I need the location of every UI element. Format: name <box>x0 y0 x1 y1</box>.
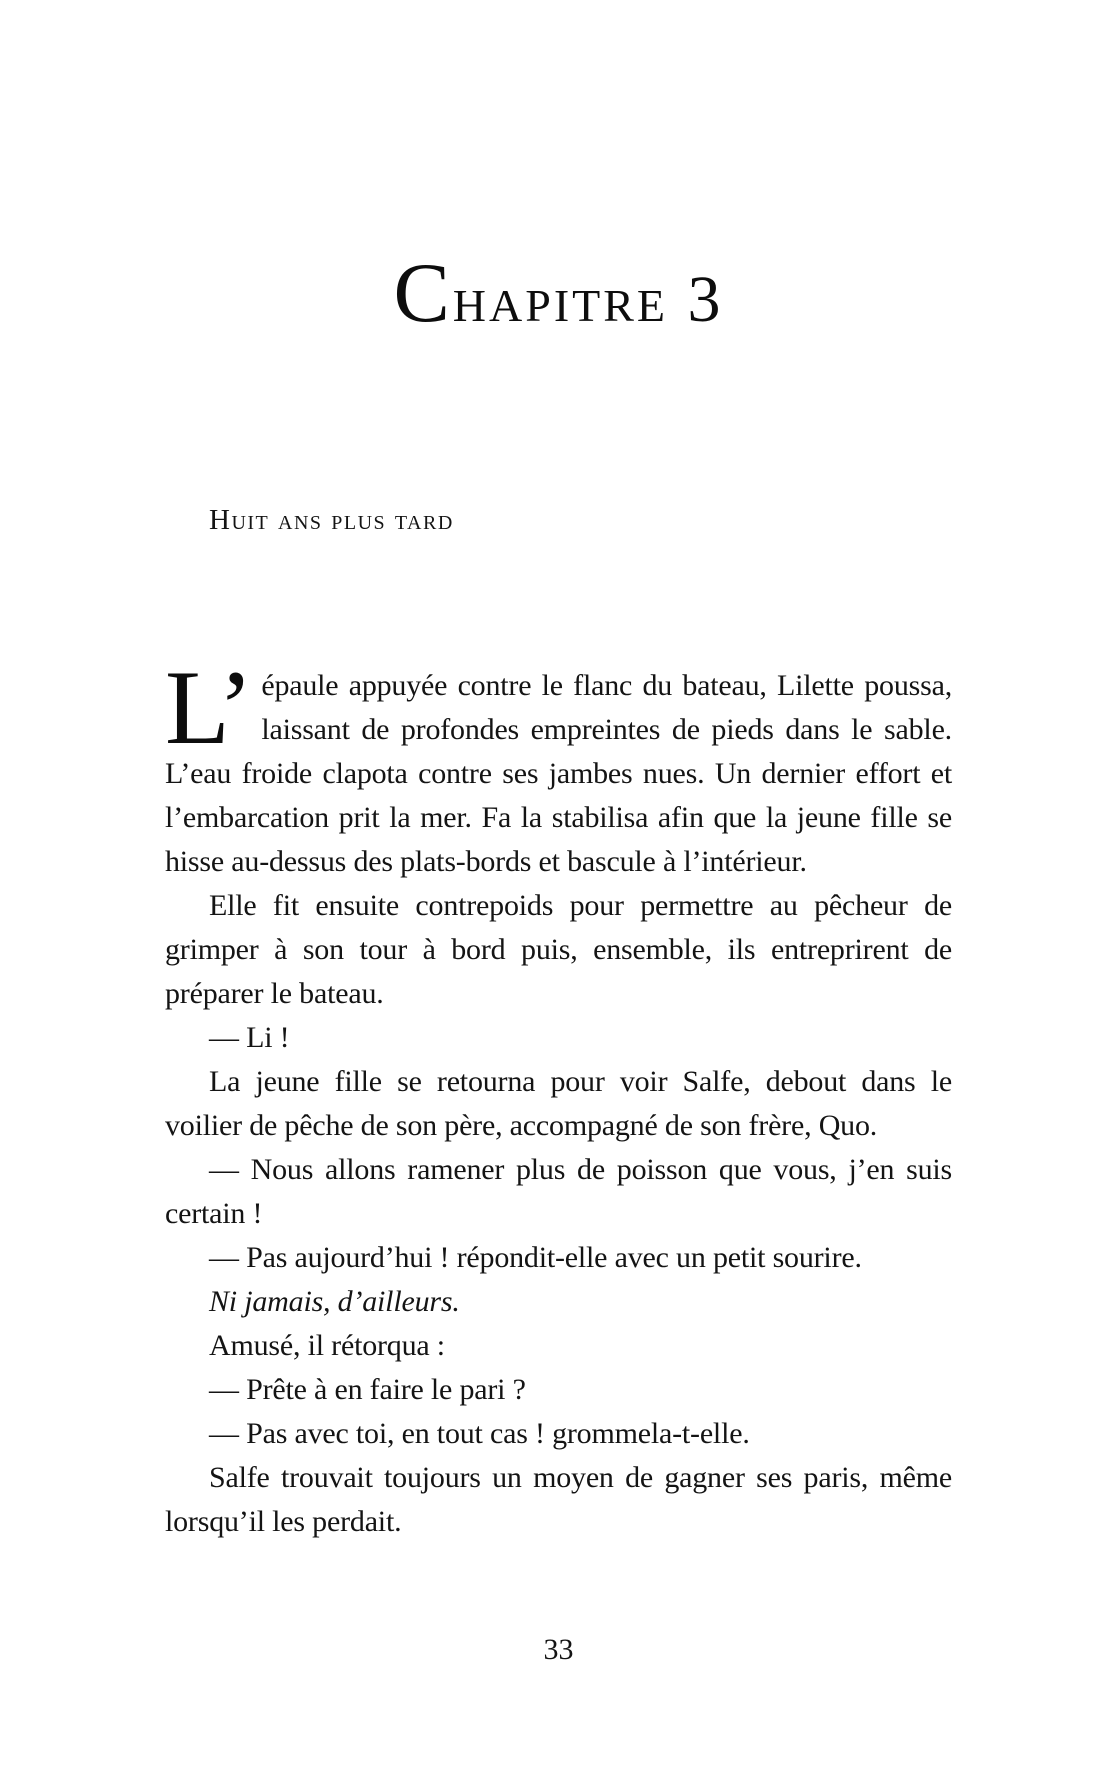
paragraph-text: — Nous allons ramener plus de poisson que vous, j’en suis certain ! <box>165 1153 952 1230</box>
paragraph-text: La jeune fille se retourna pour voir Salfe, debout dans le voilier de pêche de son père, accompagné de son frère, Quo. <box>165 1065 952 1142</box>
paragraph-text: Salfe trouvait toujours un moyen de gagner ses paris, même lorsqu’il les perdait. <box>165 1461 952 1538</box>
dialogue-line <box>165 1016 952 1060</box>
body-paragraph <box>165 649 952 884</box>
page-number: 33 <box>543 1633 574 1666</box>
paragraph-text: Ni jamais, d’ailleurs. <box>209 1285 460 1318</box>
body-paragraph <box>165 884 952 1016</box>
paragraph-text: épaule appuyée contre le flanc du bateau, Lilette poussa, laissant de profondes empreintes de pieds dans le sable. L’eau froide clapota contre ses jambes nues. Un dernier effort et l’embarcation prit la mer. Fa la stabilisa afin que la jeune fille se hisse au-dessus des plats-bords et bascule à l’intérieur. <box>165 669 952 878</box>
paragraph-text: — Prête à en faire le pari ? <box>209 1373 526 1406</box>
dialogue-line <box>165 1236 952 1280</box>
section-subtitle: Huit ans plus tard <box>209 504 454 536</box>
text-block <box>165 0 952 1544</box>
drop-cap: L’ <box>165 649 252 766</box>
paragraph-text: — Pas aujourd’hui ! répondit-elle avec un petit sourire. <box>209 1241 862 1274</box>
dialogue-line <box>165 1368 952 1412</box>
body-paragraph <box>165 1456 952 1544</box>
body-paragraph <box>165 1324 952 1368</box>
paragraph-text: — Pas avec toi, en tout cas ! grommela-t-elle. <box>209 1417 750 1450</box>
dialogue-line <box>165 1148 952 1236</box>
paragraph-text: Amusé, il rétorqua : <box>209 1329 445 1362</box>
dialogue-line <box>165 1412 952 1456</box>
paragraph-text: — Li ! <box>209 1021 290 1054</box>
chapter-body <box>165 649 952 1544</box>
italic-thought-line <box>165 1280 952 1324</box>
paragraph-text: Elle fit ensuite contrepoids pour permettre au pêcheur de grimper à son tour à bord puis, ensemble, ils entreprirent de préparer le bateau. <box>165 889 952 1010</box>
chapter-title: Chapitre 3 <box>393 247 724 340</box>
body-paragraph <box>165 1060 952 1148</box>
